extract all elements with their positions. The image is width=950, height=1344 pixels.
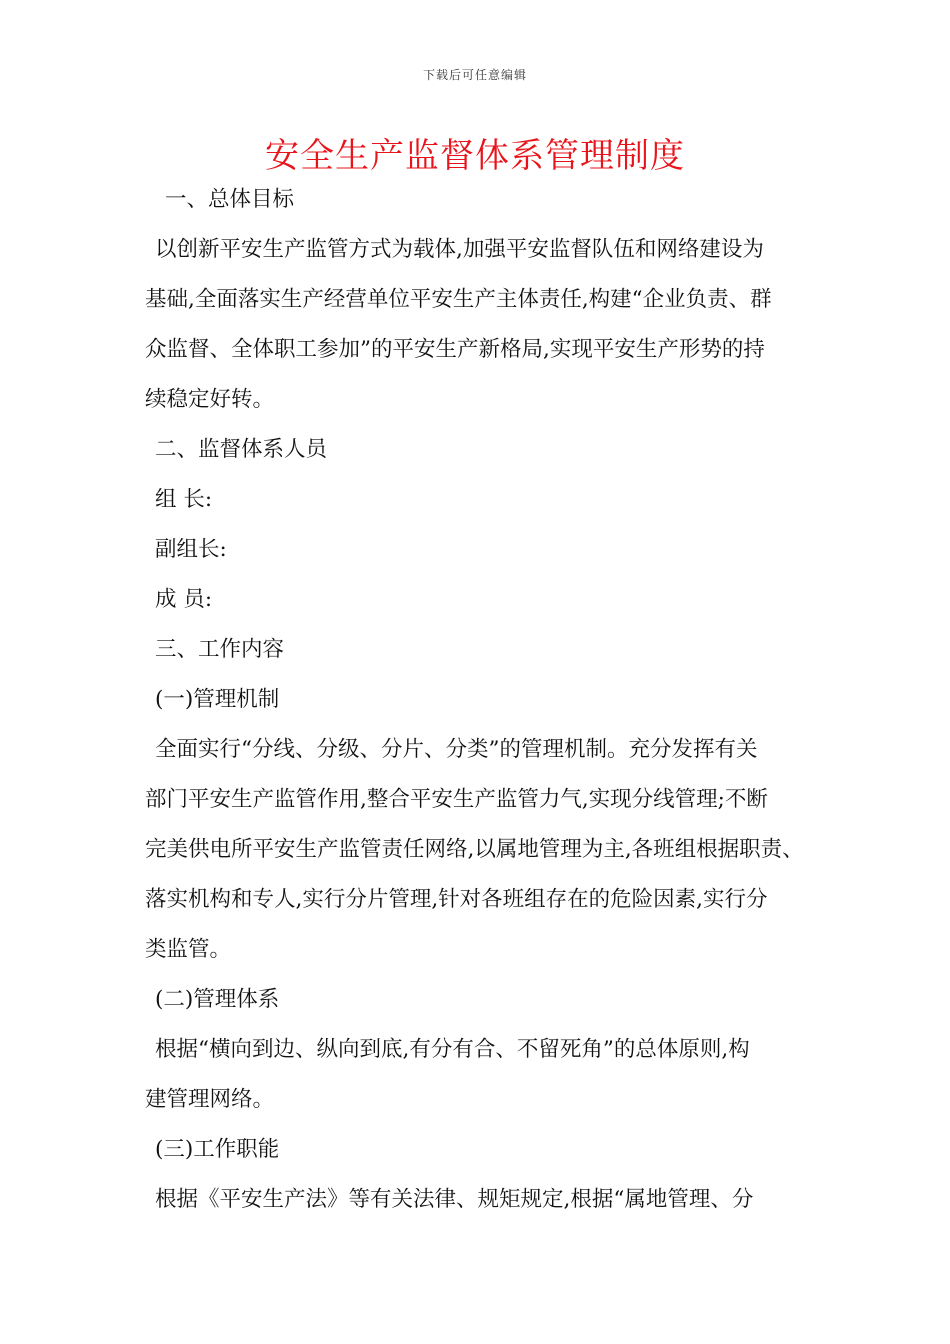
text-line: 二、监督体系人员 bbox=[155, 437, 328, 462]
text-line: 基础,全面落实生产经营单位平安生产主体责任,构建“企业负责、群 bbox=[145, 287, 772, 312]
text-line: 一、总体目标 bbox=[165, 187, 295, 212]
text-line: (三)工作职能 bbox=[155, 1137, 280, 1162]
text-line: 以创新平安生产监管方式为载体,加强平安监督队伍和网络建设为 bbox=[155, 237, 764, 262]
text-line: (一)管理机制 bbox=[155, 687, 280, 712]
text-line: 成 员: bbox=[155, 587, 213, 612]
text-line: 完美供电所平安生产监管责任网络,以属地管理为主,各班组根据职责、 bbox=[145, 837, 804, 862]
text-line: 全面实行“分线、分级、分片、分类”的管理机制。充分发挥有关 bbox=[155, 737, 758, 762]
text-line: (二)管理体系 bbox=[155, 987, 280, 1012]
text-line: 根据《平安生产法》等有关法律、规矩规定,根据“属地管理、分 bbox=[155, 1187, 754, 1212]
document-title: 安全生产监督体系管理制度 bbox=[265, 136, 685, 176]
document-body bbox=[145, 175, 815, 1225]
text-line: 根据“横向到边、纵向到底,有分有合、不留死角”的总体原则,构 bbox=[155, 1037, 750, 1062]
text-line: 副组长: bbox=[155, 537, 227, 562]
text-line: 建管理网络。 bbox=[145, 1087, 275, 1112]
text-line: 部门平安生产监管作用,整合平安生产监管力气,实现分线管理;不断 bbox=[145, 787, 768, 812]
header-note: 下载后可任意编辑 bbox=[422, 68, 527, 82]
text-line: 众监督、全体职工参加”的平安生产新格局,实现平安生产形势的持 bbox=[145, 337, 765, 362]
text-line: 三、工作内容 bbox=[155, 637, 285, 662]
text-line: 落实机构和专人,实行分片管理,针对各班组存在的危险因素,实行分 bbox=[145, 887, 768, 912]
text-line: 组 长: bbox=[155, 487, 213, 512]
text-line: 续稳定好转。 bbox=[145, 387, 275, 412]
text-line: 类监管。 bbox=[145, 937, 232, 962]
